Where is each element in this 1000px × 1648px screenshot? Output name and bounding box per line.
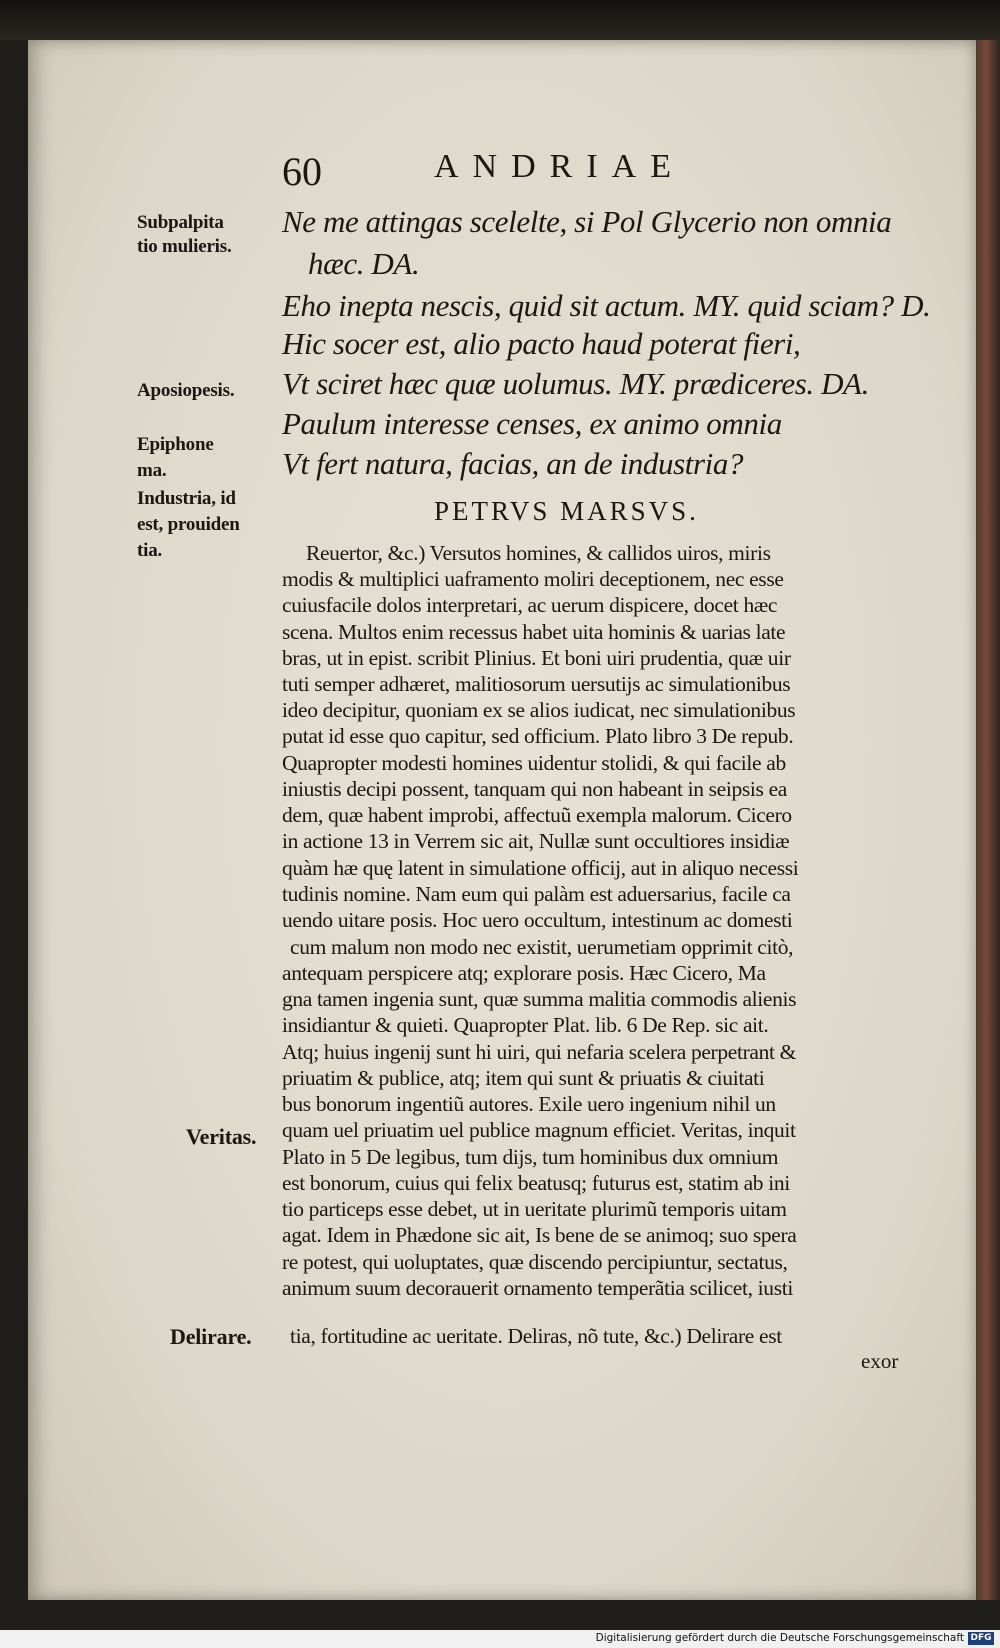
commentary-line: ideo decipitur, quoniam ex se alios iudicat, nec simulationibus [282,698,796,722]
commentary-line: putat id esse quo capitur, sed officium. Plato libro 3 De repub. [282,724,794,748]
margin-note: Epiphone [137,434,214,455]
commentary-line: agat. Idem in Phædone sic ait, Is bene de se animoq; suo spera [282,1223,797,1247]
commentary-line: re potest, qui uoluptates, quæ discendo percipiuntur, sectatus, [282,1250,788,1274]
margin-note: Aposiopesis. [137,380,235,401]
commentary-line: dem, quæ habent improbi, affectuũ exempla malorum. Cicero [282,803,792,827]
commentary-line: antequam perspicere atq; explorare posis. Hæc Cicero, Ma [282,961,766,985]
commentary-line: Reuertor, &c.) Versutos homines, & callidos uiros, miris [306,541,771,565]
commentary-line: in actione 13 in Verrem sic ait, Nullæ sunt occultiores insidiæ [282,829,790,853]
verse-line: Hic socer est, alio pacto haud poterat fieri, [282,326,801,361]
commentary-line: bras, ut in epist. scribit Plinius. Et boni uiri prudentia, quæ uir [282,646,791,670]
commentary-line: modis & multiplici uaframento moliri deceptionem, nec esse [282,567,784,591]
commentary-line: bus bonorum ingentiũ autores. Exile uero ingenium nihil un [282,1092,776,1116]
commentary-line: iniustis decipi possent, tanquam qui non habeant in seipsis ea [282,777,787,801]
commentary-line: tia, fortitudine ac ueritate. Deliras, nõ tute, &c.) Delirare est [290,1324,782,1348]
commentary-line: est bonorum, cuius qui felix beatusq; futurus est, statim ab ini [282,1171,790,1195]
verse-line: Vt fert natura, facias, an de industria? [282,446,744,481]
book-spine-edge [976,40,1000,1600]
verse-line: hæc. DA. [308,246,420,281]
commentary-line: quàm hæ quę latent in simulatione officij, aut in aliquo necessi [282,856,799,880]
funding-credit: Digitalisierung gefördert durch die Deutsche Forschungsgemeinschaft [595,1632,964,1644]
commentary-line: cum malum non modo nec existit, uerumetiam opprimit citò, [290,935,794,959]
commentary-line: gna tamen ingenia sunt, quæ summa malitia commodis alienis [282,987,797,1011]
dfg-logo: DFG [968,1632,994,1645]
verse-line: Eho inepta nescis, quid sit actum. MY. quid sciam? D. [282,288,931,323]
commentary-line: tudinis nomine. Nam eum qui palàm est aduersarius, facile ca [282,882,791,906]
margin-note: est, prouiden [137,514,240,535]
commentary-line: uendo uitare posis. Hoc uero occultum, intestinum ac domesti [282,908,793,932]
margin-note: Delirare. [170,1324,252,1349]
commentary-line: tio particeps esse debet, ut in ueritate plurimũ temporis uitam [282,1197,787,1221]
commentary-line: Atq; huius ingenij sunt hi uiri, qui nefaria scelera perpetrant & [282,1040,797,1064]
verse-line: Vt sciret hæc quæ uolumus. MY. prædiceres. DA. [282,366,869,401]
commentary-line: scena. Multos enim recessus habet uita hominis & uarias late [282,620,786,644]
commentary-line: insidiantur & quieti. Quapropter Plat. lib. 6 De Rep. sic ait. [282,1013,769,1037]
commentary-line: cuiusfacile dolos interpretari, ac uerum dispicere, docet hæc [282,593,778,617]
catchword: exor [861,1349,899,1373]
margin-note: Veritas. [186,1124,257,1149]
verse-line: Ne me attingas scelelte, si Pol Glycerio non omnia [282,204,892,239]
scan-top-edge [0,0,1000,40]
margin-note: Industria, id [137,488,236,509]
commentary-line: quam uel priuatim uel publice magnum efficiet. Veritas, inquit [282,1118,796,1142]
margin-note: ma. [137,460,167,481]
commentary-heading: PETRVS MARSVS. [434,496,699,526]
running-head: ANDRIAE [434,148,685,185]
commentary-line: Plato in 5 De legibus, tum dijs, tum hominibus dux omnium [282,1145,779,1169]
commentary-line: Quapropter modesti homines uidentur stolidi, & qui facile ab [282,751,786,775]
commentary-line: tuti semper adhæret, malitiosorum uersutijs ac simulationibus [282,672,791,696]
commentary-line: animum suum decorauerit ornamento temperãtia scilicet, iusti [282,1276,793,1300]
verse-line: Paulum interesse censes, ex animo omnia [282,406,782,441]
margin-note: Subpalpita [137,212,224,233]
margin-note: tia. [137,540,163,561]
margin-note: tio mulieris. [137,236,232,257]
page-number: 60 [282,149,322,194]
commentary-line: priuatim & publice, atq; item qui sunt & priuatis & ciuitati [282,1066,765,1090]
